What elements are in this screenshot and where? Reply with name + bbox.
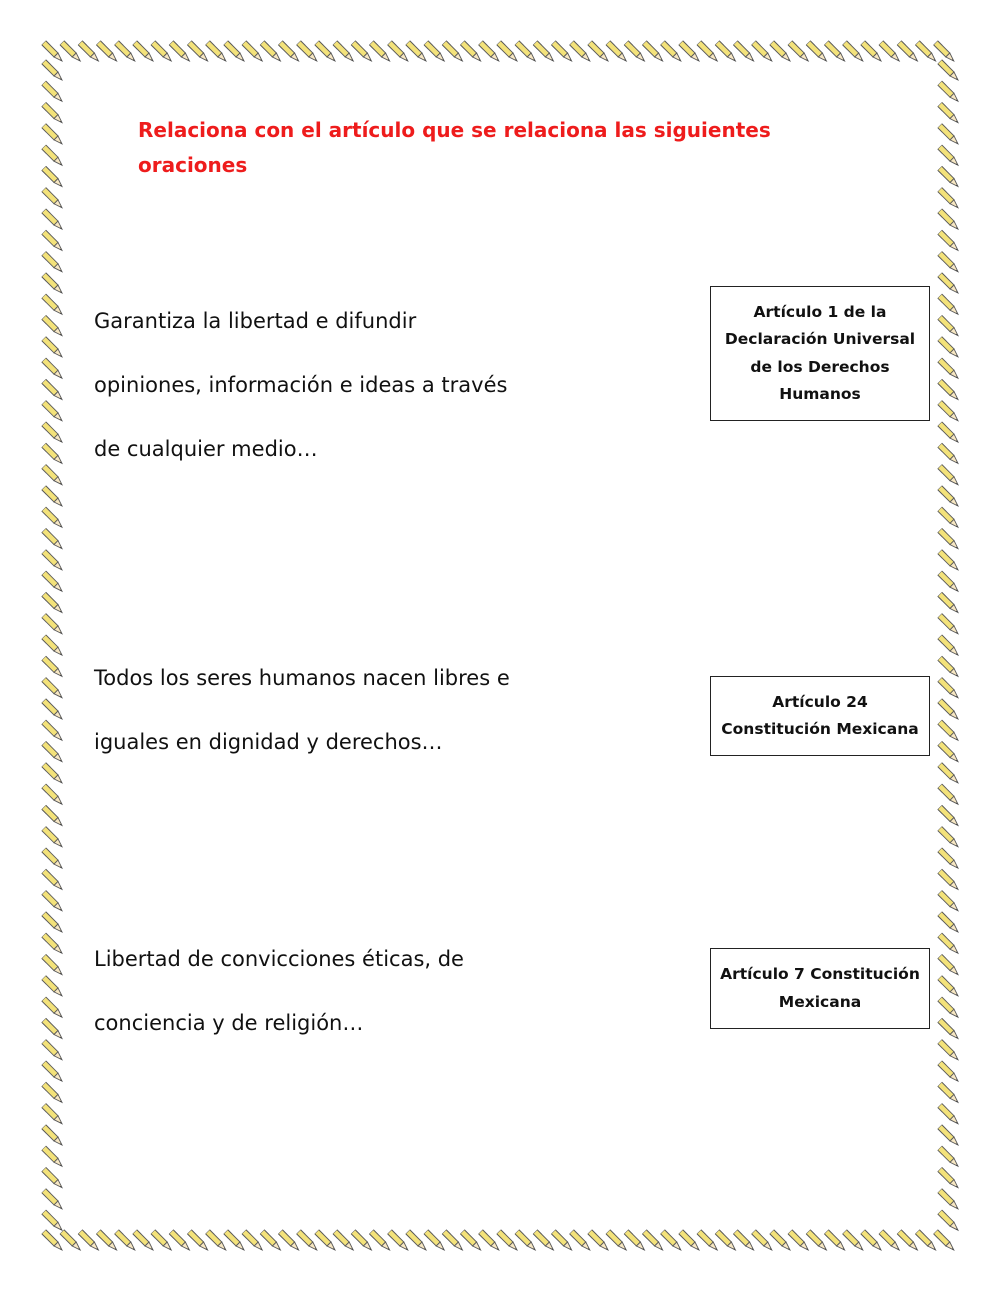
article-label-1: Artículo 1 de la Declaración Universal de los Derechos Humanos [724,302,916,403]
article-box-1[interactable] [710,286,930,421]
article-label-2: Artículo 24 Constitución Mexicana [721,692,919,738]
sentence-1: Garantiza la libertad e difundir opiniones, información e ideas a través de cualquier medio… [94,309,508,461]
article-box-3[interactable] [710,948,930,1029]
sentence-3: Libertad de convicciones éticas, de conciencia y de religión… [94,947,464,1035]
page-title: Relaciona con el artículo que se relaciona las siguientes oraciones [138,118,771,177]
article-box-2[interactable] [710,676,930,756]
article-label-3: Artículo 7 Constitución Mexicana [720,965,920,1011]
sentence-2: Todos los seres humanos nacen libres e iguales en dignidad y derechos… [94,666,510,754]
